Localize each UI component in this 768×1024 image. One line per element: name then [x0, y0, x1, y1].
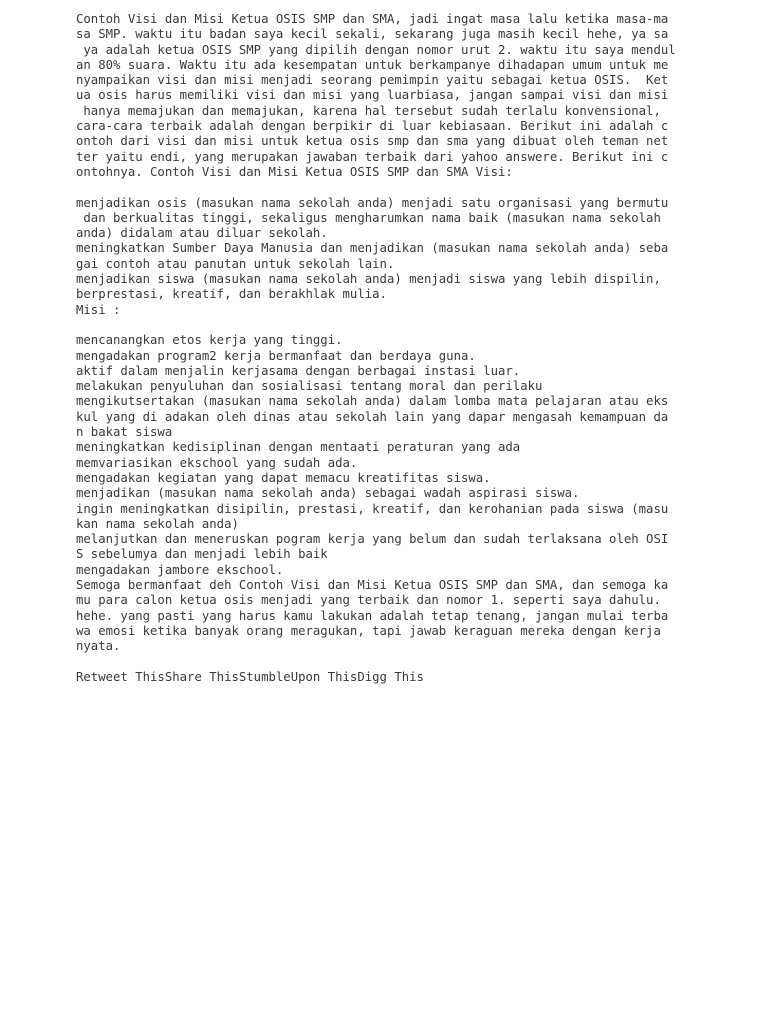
text-line: ontohnya. Contoh Visi dan Misi Ketua OSIS SMP dan SMA Visi: — [76, 164, 513, 179]
visi-section — [76, 196, 748, 318]
text-line: n bakat siswa — [76, 425, 173, 440]
text-line: sa SMP. waktu itu badan saya kecil sekali, sekarang juga masih kecil hehe, ya sa — [76, 27, 669, 42]
text-line: kul yang di adakan oleh dinas atau sekolah lain yang dapar mengasah kemampuan da — [76, 409, 669, 424]
text-line: meningkatkan kedisiplinan dengan mentaati peraturan yang ada — [76, 440, 521, 455]
text-line: aktif dalam menjalin kerjasama dengan berbagai instasi luar. — [76, 363, 521, 378]
text-line: ya adalah ketua OSIS SMP yang dipilih dengan nomor urut 2. waktu itu saya mendul — [76, 42, 676, 57]
text-line: gai contoh atau panutan untuk sekolah lain. — [76, 256, 395, 271]
text-line: mengadakan program2 kerja bermanfaat dan berdaya guna. — [76, 348, 476, 363]
spacer — [76, 180, 748, 195]
text-line: meningkatkan Sumber Daya Manusia dan menjadikan (masukan nama sekolah anda) seba — [76, 241, 669, 256]
text-line: hanya memajukan dan memajukan, karena hal tersebut sudah terlalu konvensional, — [76, 103, 661, 118]
text-line: wa emosi ketika banyak orang meragukan, tapi jawab keraguan mereka dengan kerja — [76, 623, 661, 638]
text-line: Misi : — [76, 302, 121, 317]
text-line: melanjutkan dan meneruskan pogram kerja yang belum dan sudah terlaksana oleh OSI — [76, 532, 669, 547]
share-links-text: Retweet ThisShare ThisStumbleUpon ThisDigg This — [76, 669, 424, 684]
text-line: ua osis harus memiliki visi dan misi yang luarbiasa, jangan sampai visi dan misi — [76, 88, 669, 103]
text-line: nyampaikan visi dan misi menjadi seorang pemimpin yaitu sebagai ketua OSIS. Ket — [76, 73, 669, 88]
text-line: Contoh Visi dan Misi Ketua OSIS SMP dan SMA, jadi ingat masa lalu ketika masa-ma — [76, 12, 669, 26]
text-line: ontoh dari visi dan misi untuk ketua osis smp dan sma yang dibuat oleh teman net — [76, 134, 669, 149]
spacer — [76, 318, 748, 333]
text-line: menjadikan (masukan nama sekolah anda) sebagai wadah aspirasi siswa. — [76, 486, 580, 501]
text-line: memvariasikan ekschool yang sudah ada. — [76, 455, 358, 470]
text-line: kan nama sekolah anda) — [76, 516, 239, 531]
text-line: ter yaitu endi, yang merupakan jawaban terbaik dari yahoo answere. Berikut ini c — [76, 149, 669, 164]
text-line: Semoga bermanfaat deh Contoh Visi dan Misi Ketua OSIS SMP dan SMA, dan semoga ka — [76, 577, 669, 592]
text-line: ingin meningkatkan disipilin, prestasi, kreatif, dan kerohanian pada siswa (masu — [76, 501, 669, 516]
text-line: cara-cara terbaik adalah dengan berpikir di luar kebiasaan. Berikut ini adalah c — [76, 119, 669, 134]
text-line: menjadikan osis (masukan nama sekolah anda) menjadi satu organisasi yang bermutu — [76, 195, 669, 210]
text-line: an 80% suara. Waktu itu ada kesempatan untuk berkampanye dihadapan umum untuk me — [76, 57, 669, 72]
text-line: nyata. — [76, 639, 121, 654]
spacer — [76, 654, 748, 669]
text-line: S sebelumya dan menjadi lebih baik — [76, 547, 328, 562]
text-line: mu para calon ketua osis menjadi yang terbaik dan nomor 1. seperti saya dahulu. — [76, 593, 661, 608]
misi-section — [76, 333, 748, 654]
text-line: mengadakan kegiatan yang dapat memacu kreatifitas siswa. — [76, 470, 491, 485]
intro-paragraph — [76, 12, 748, 180]
text-line: dan berkualitas tinggi, sekaligus mengharumkan nama baik (masukan nama sekolah — [76, 210, 661, 225]
text-line: mengikutsertakan (masukan nama sekolah anda) dalam lomba mata pelajaran atau eks — [76, 394, 669, 409]
text-line: mencanangkan etos kerja yang tinggi. — [76, 333, 343, 348]
text-line: hehe. yang pasti yang harus kamu lakukan adalah tetap tenang, jangan mulai terba — [76, 608, 669, 623]
text-line: anda) didalam atau diluar sekolah. — [76, 226, 328, 241]
text-line: mengadakan jambore ekschool. — [76, 562, 284, 577]
text-line: melakukan penyuluhan dan sosialisasi tentang moral dan perilaku — [76, 379, 543, 394]
text-line: berprestasi, kreatif, dan berakhlak mulia. — [76, 287, 387, 302]
text-line: menjadikan siswa (masukan nama sekolah anda) menjadi siswa yang lebih dispilin, — [76, 272, 661, 287]
